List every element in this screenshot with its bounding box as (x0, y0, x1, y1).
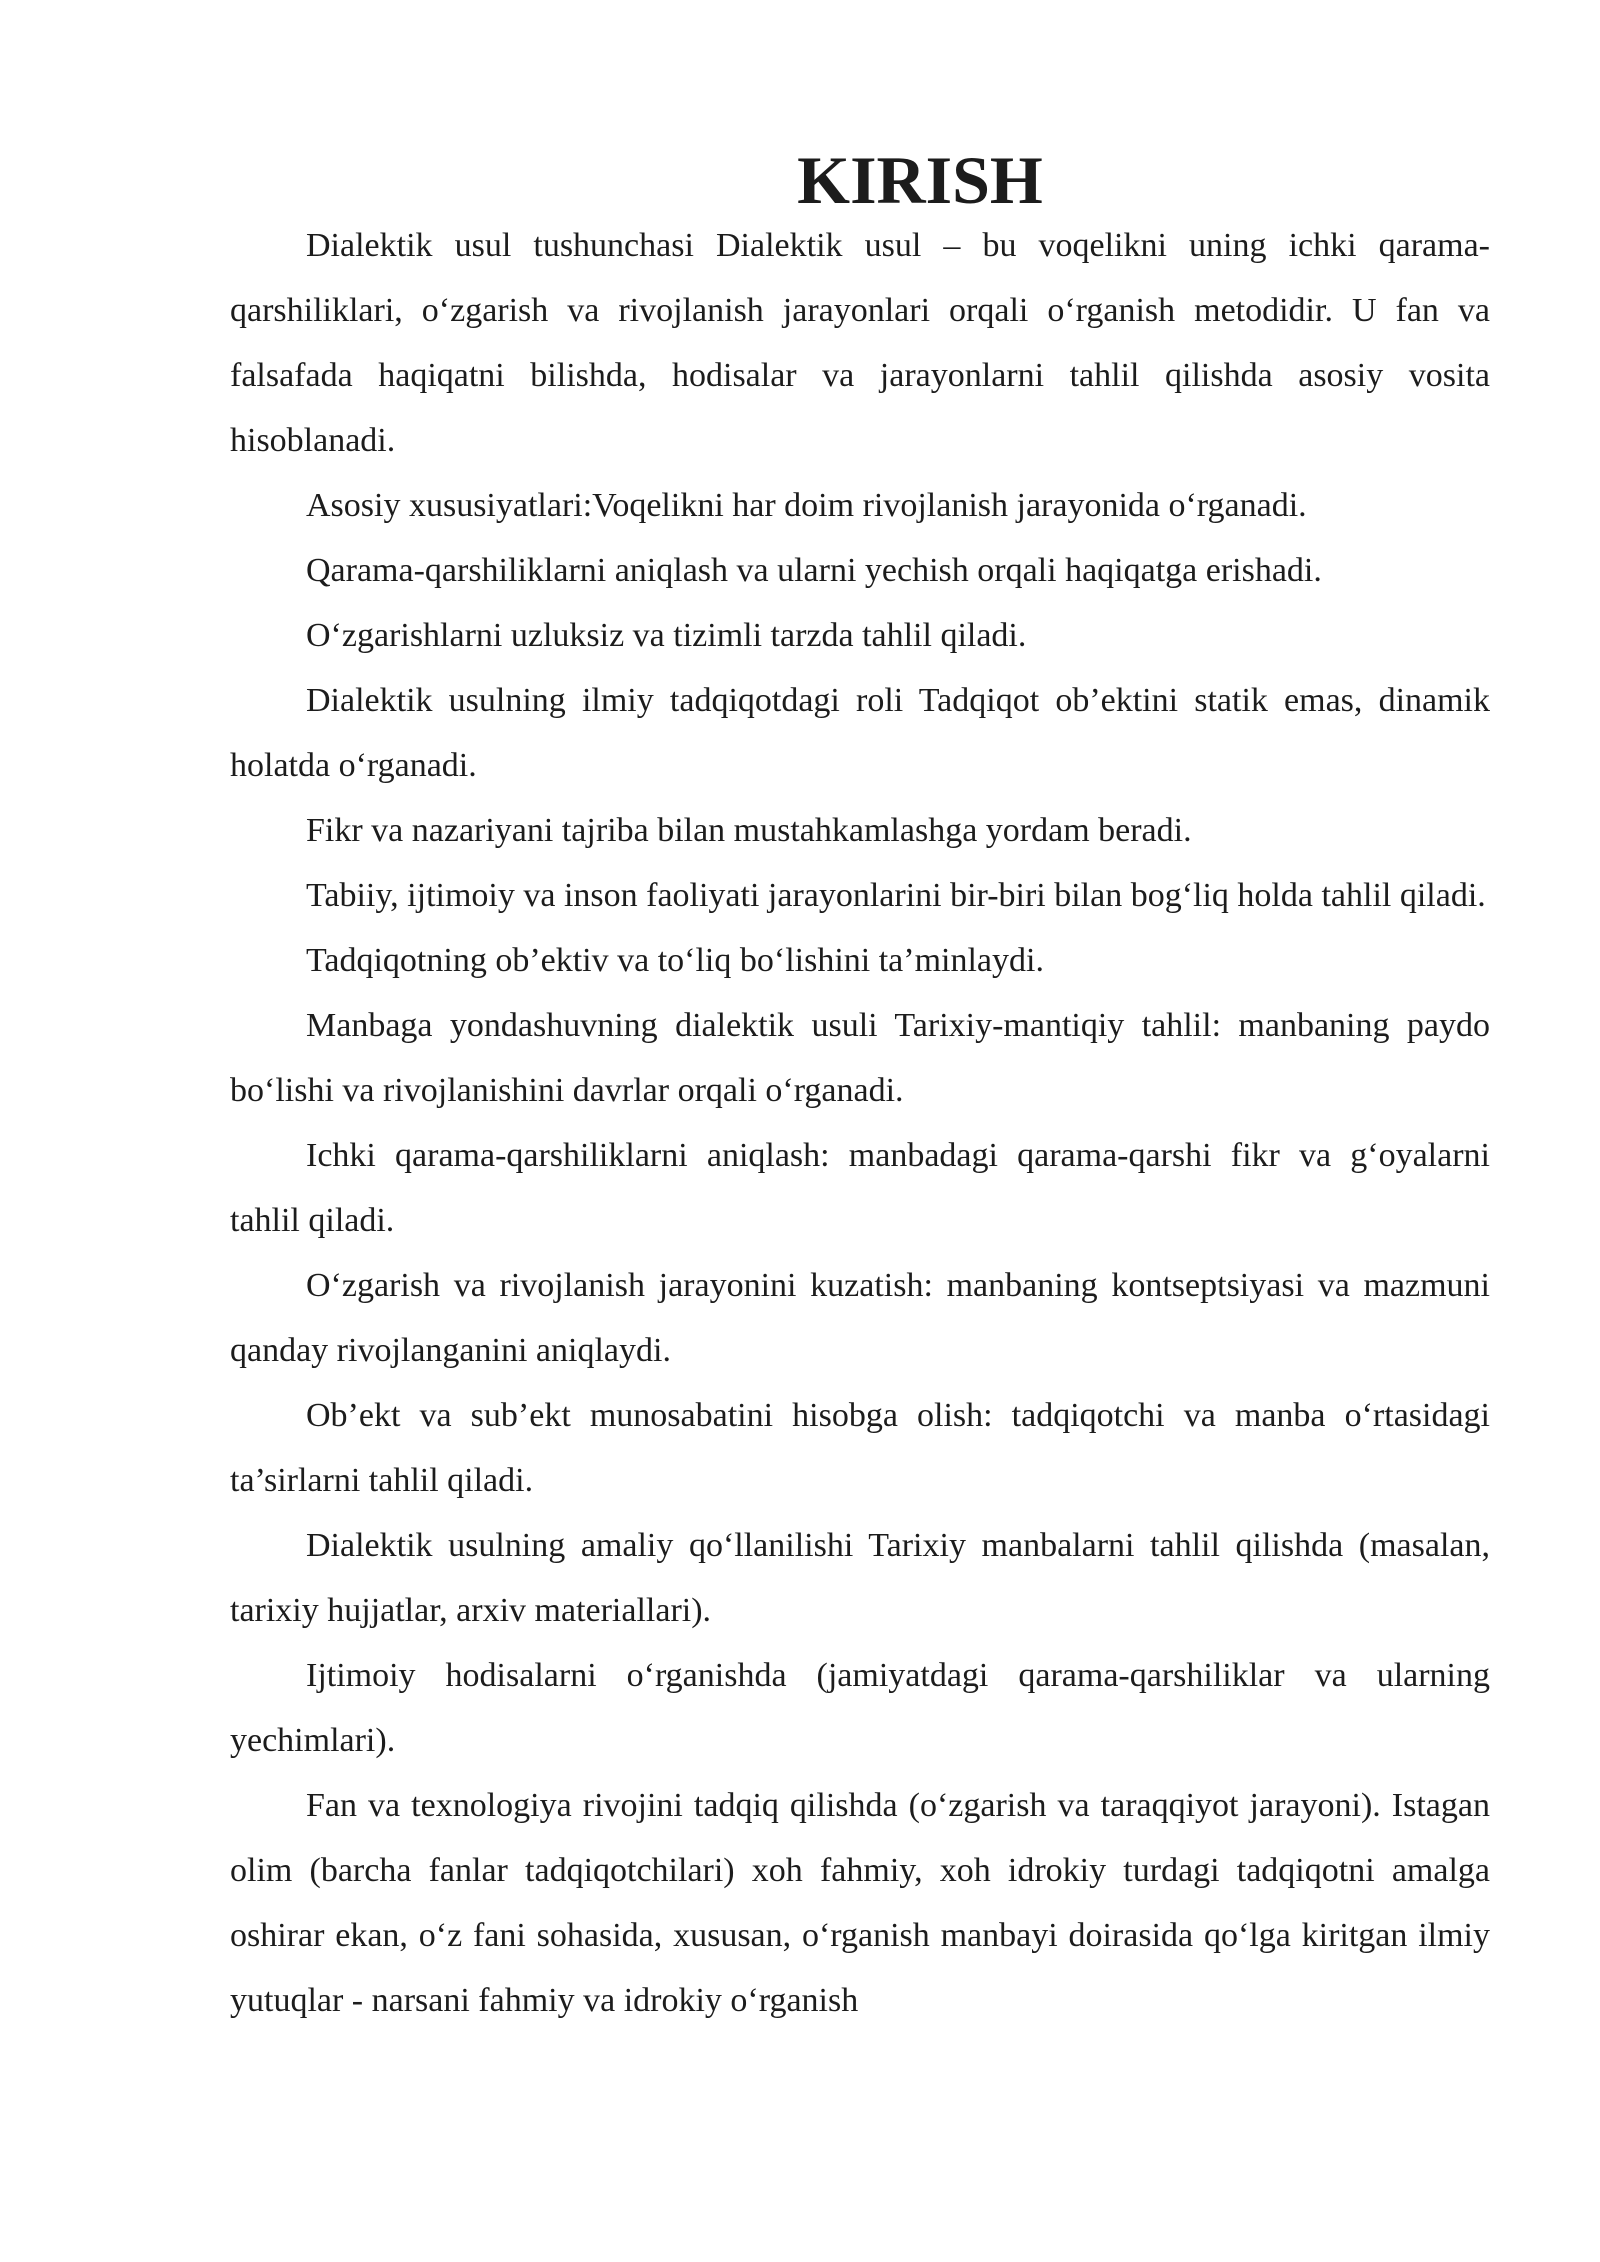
page-title: KIRISH (797, 142, 1043, 218)
paragraph: Dialektik usulning ilmiy tadqiqotdagi roli Tadqiqot ob’ektini statik emas, dinamik holatda o‘rganadi. (230, 682, 1490, 784)
paragraph: Ichki qarama-qarshiliklarni aniqlash: manbadagi qarama-qarshi fikr va g‘oyalarni tahlil qiladi. (230, 1137, 1490, 1239)
paragraph: Tabiiy, ijtimoiy va inson faoliyati jarayonlarini bir-biri bilan bog‘liq holda tahlil qiladi. (306, 877, 1486, 914)
paragraph: Manbaga yondashuvning dialektik usuli Tarixiy-mantiqiy tahlil: manbaning paydo bo‘lishi va rivojlanishini davrlar orqali o‘rganadi. (230, 1007, 1490, 1109)
paragraph: Fikr va nazariyani tajriba bilan mustahkamlashga yordam beradi. (306, 812, 1192, 849)
paragraph: Ob’ekt va sub’ekt munosabatini hisobga olish: tadqiqotchi va manba o‘rtasidagi ta’sirlarni tahlil qiladi. (230, 1397, 1490, 1499)
paragraph: Dialektik usul tushunchasi Dialektik usul – bu voqelikni uning ichki qarama-qarshiliklari, o‘zgarish va rivojlanish jarayonlari orqali o‘rganish metodidir. U fan va falsafada haqiqatni bilishda, hodisalar va jarayonlarni tahlil qilishda asosiy vosita hisoblanadi. (230, 227, 1490, 459)
document-body (230, 142, 1490, 2033)
paragraph: O‘zgarish va rivojlanish jarayonini kuzatish: manbaning kontseptsiyasi va mazmuni qanday rivojlanganini aniqlaydi. (230, 1267, 1490, 1369)
paragraph: Fan va texnologiya rivojini tadqiq qilishda (o‘zgarish va taraqqiyot jarayoni). Istagan olim (barcha fanlar tadqiqotchilari) xoh fahmiy, xoh idrokiy turdagi tadqiqotni amalga oshirar ekan, o‘z fani sohasida, xususan, o‘rganish manbayi doirasida qo‘lga kiritgan ilmiy yutuqlar - narsani fahmiy va idrokiy o‘rganish (230, 1787, 1490, 2019)
paragraph: Tadqiqotning ob’ektiv va to‘liq bo‘lishini ta’minlaydi. (306, 942, 1044, 979)
paragraph: Ijtimoiy hodisalarni o‘rganishda (jamiyatdagi qarama-qarshiliklar va ularning yechimlari). (230, 1657, 1490, 1759)
paragraph: Dialektik usulning amaliy qo‘llanilishi Tarixiy manbalarni tahlil qilishda (masalan, tarixiy hujjatlar, arxiv materiallari). (230, 1527, 1490, 1629)
paragraph: Asosiy xususiyatlari:Voqelikni har doim rivojlanish jarayonida o‘rganadi. (306, 487, 1307, 524)
paragraph: Qarama-qarshiliklarni aniqlash va ularni yechish orqali haqiqatga erishadi. (306, 552, 1322, 589)
paragraph: O‘zgarishlarni uzluksiz va tizimli tarzda tahlil qiladi. (306, 617, 1027, 654)
